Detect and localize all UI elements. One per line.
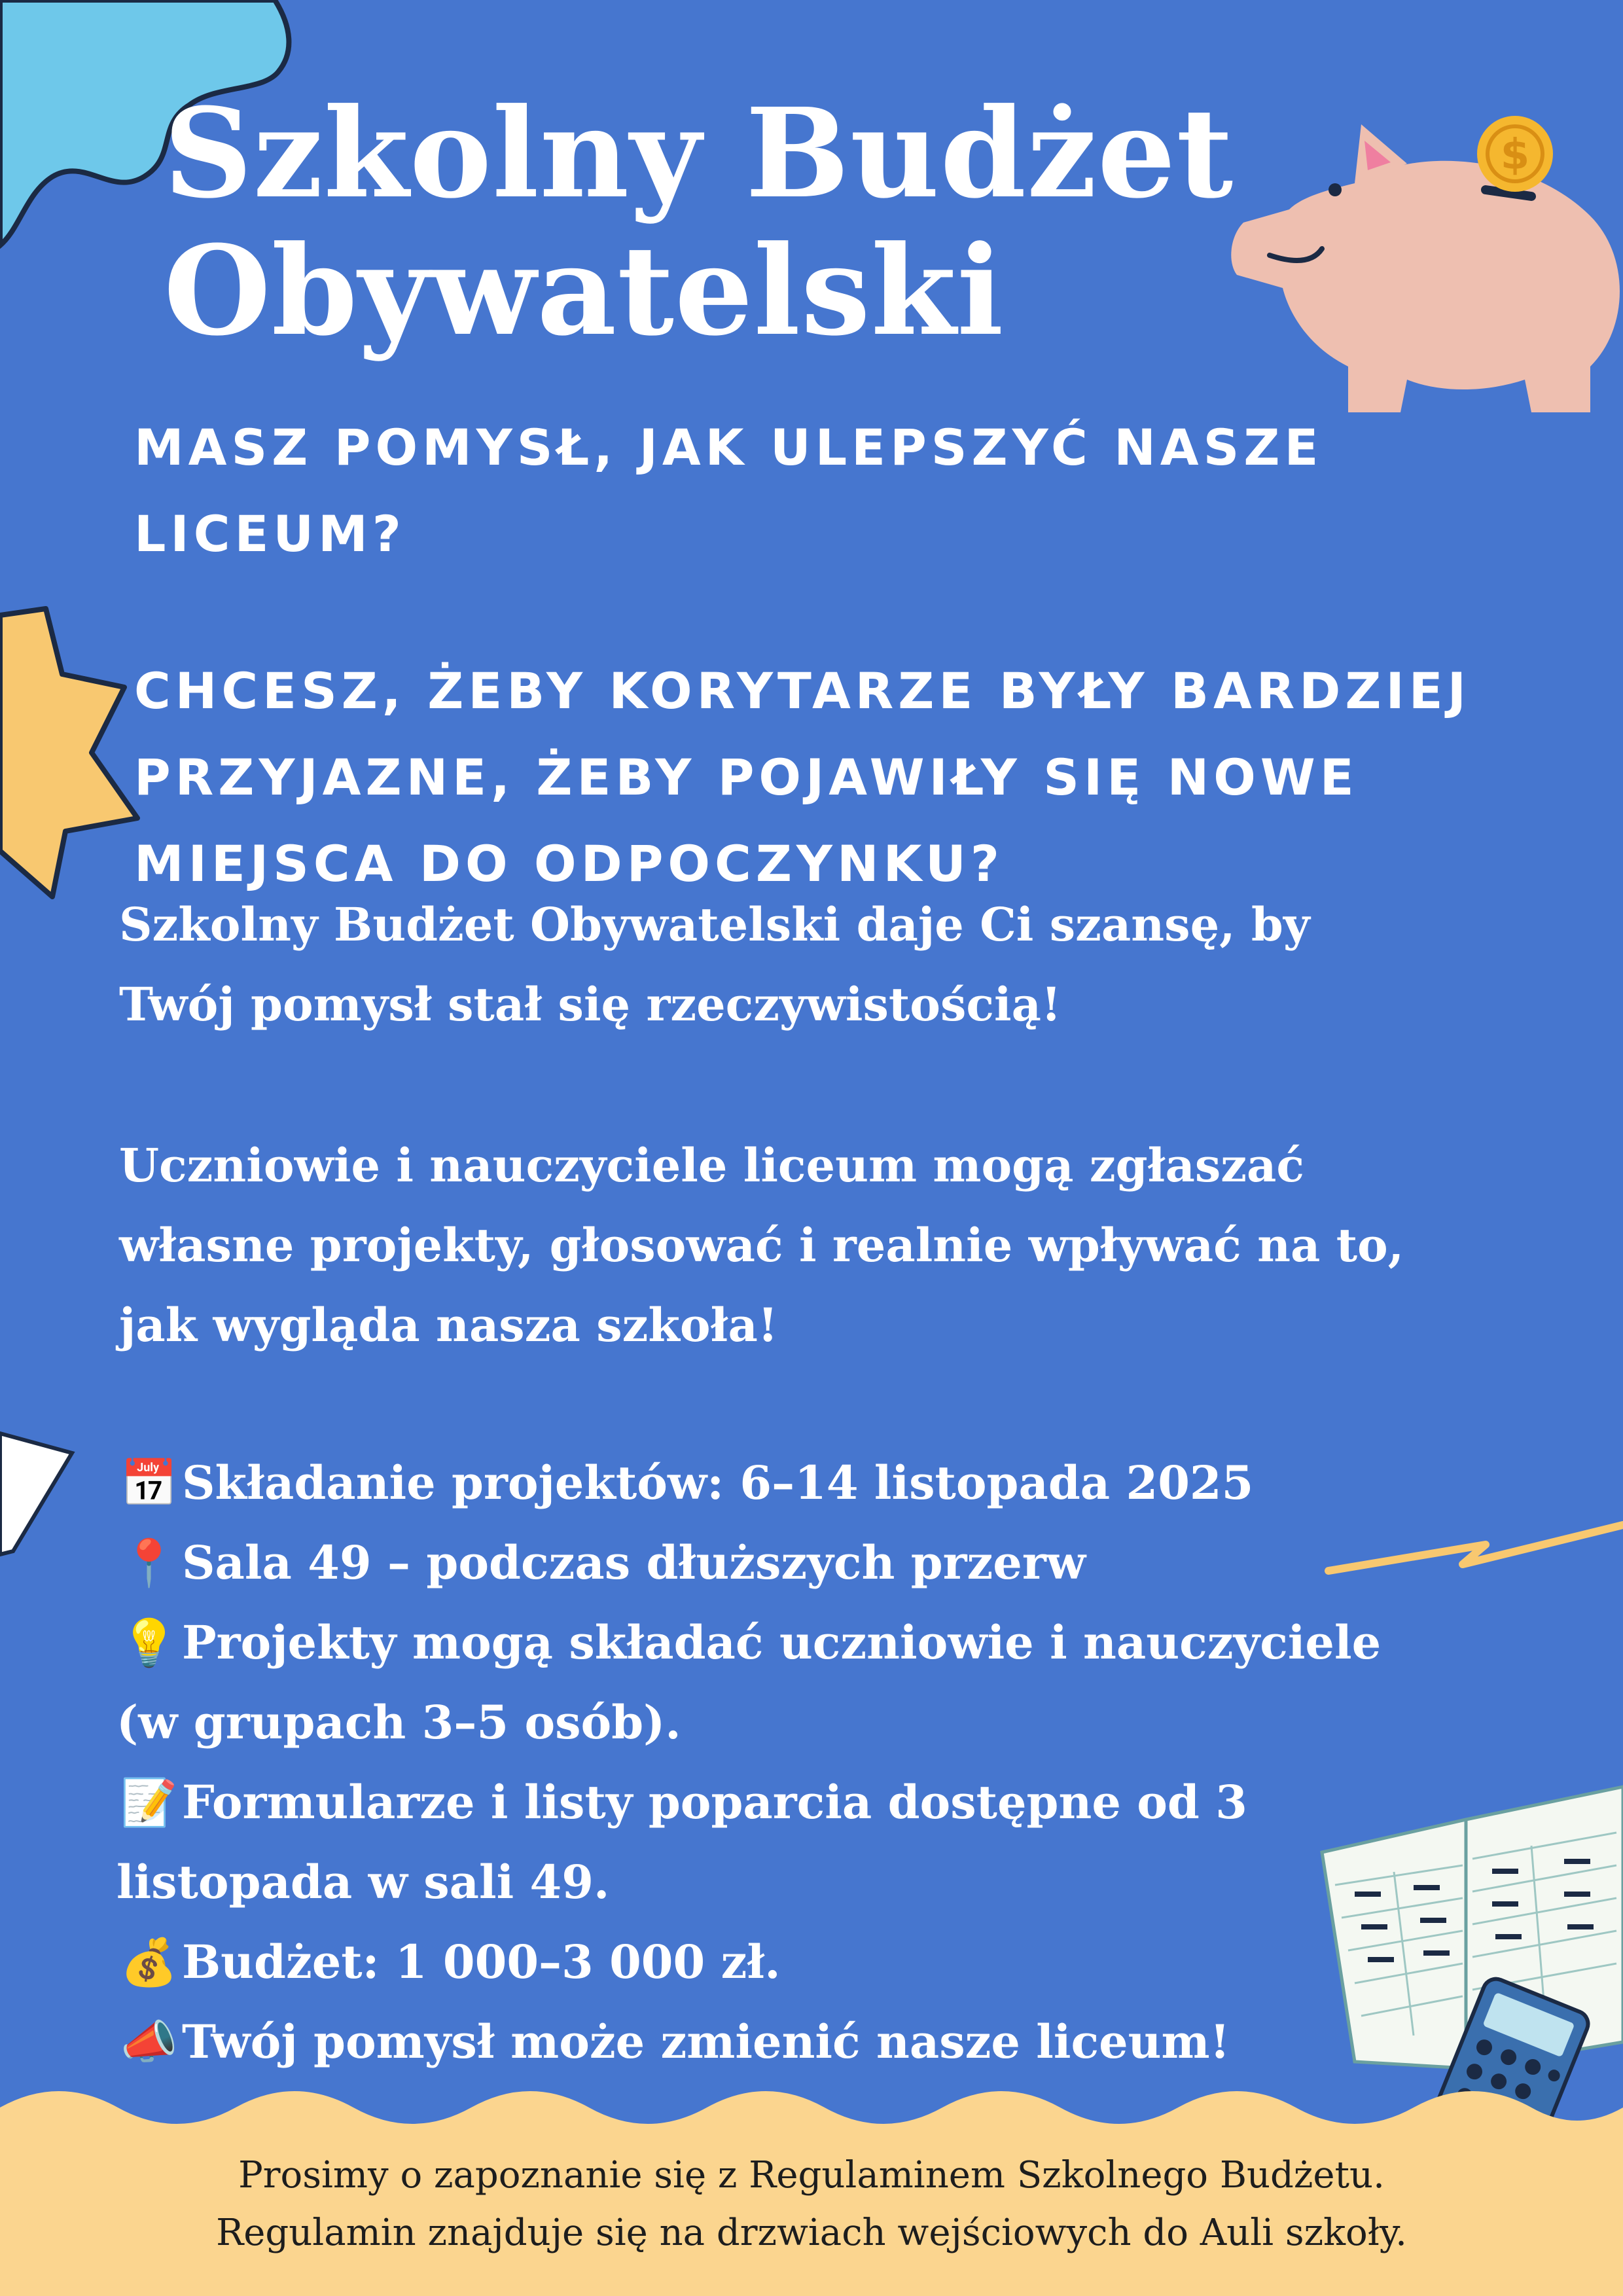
paragraph-line: jak wygląda nasza szkoła!	[119, 1298, 778, 1352]
info-text: Budżet: 1 000–3 000 zł.	[182, 1935, 781, 1989]
footer-line: Regulamin znajduje się na drzwiach wejściowych do Auli szkoły.	[216, 2212, 1407, 2254]
page-title	[164, 81, 1234, 363]
money-bag-icon: 💰	[120, 1935, 178, 1989]
coin-icon	[1472, 111, 1558, 196]
info-text: Projekty mogą składać uczniowie i nauczyciele	[182, 1615, 1382, 1670]
title-line: Szkolny Budżet	[164, 81, 1234, 226]
paragraph-line: własne projekty, głosować i realnie wpływać na to,	[119, 1218, 1404, 1272]
list-item	[116, 1683, 1381, 1763]
question-line: MASZ POMYSŁ, JAK ULEPSZYĆ NASZE	[134, 418, 1323, 476]
list-item	[116, 1922, 1381, 2002]
paper-decoration	[0, 1427, 85, 1558]
list-item	[116, 2002, 1381, 2082]
info-text: Składanie projektów: 6–14 listopada 2025	[182, 1456, 1254, 1510]
piggy-bank-icon	[1224, 105, 1623, 445]
list-item	[116, 1603, 1381, 1683]
list-item	[116, 1443, 1381, 1523]
footer-note	[0, 2147, 1623, 2262]
paragraph-line: Uczniowie i nauczyciele liceum mogą zgłaszać	[119, 1138, 1304, 1193]
intro-paragraph	[119, 885, 1310, 1045]
list-item	[116, 1523, 1381, 1603]
list-item	[116, 1842, 1381, 1922]
question-line: PRZYJAZNE, ŻEBY POJAWIŁY SIĘ NOWE	[134, 748, 1359, 806]
paragraph-line: Twój pomysł stał się rzeczywistością!	[119, 977, 1061, 1031]
pin-icon: 📍	[120, 1535, 178, 1590]
info-text: (w grupach 3–5 osób).	[116, 1695, 681, 1749]
lightbulb-icon: 💡	[120, 1615, 178, 1670]
question-line: LICEUM?	[134, 505, 406, 563]
info-text: Sala 49 – podczas dłuższych przerw	[182, 1535, 1086, 1590]
megaphone-icon: 📣	[120, 2015, 178, 2069]
info-text: Twój pomysł może zmienić nasze liceum!	[182, 2015, 1230, 2069]
paragraph-line: Szkolny Budżet Obywatelski daje Ci szansę, by	[119, 897, 1310, 952]
list-item	[116, 1763, 1381, 1842]
memo-icon: 📝	[120, 1775, 178, 1829]
info-list	[116, 1443, 1381, 2082]
info-text: Formularze i listy poparcia dostępne od 3	[182, 1775, 1247, 1829]
title-line: Obywatelski	[164, 219, 1005, 363]
star-decoration	[0, 602, 144, 903]
calendar-icon: 📅	[120, 1456, 178, 1510]
description-paragraph	[119, 1126, 1404, 1365]
svg-text:$: $	[1500, 131, 1530, 179]
question-line: CHCESZ, ŻEBY KORYTARZE BYŁY BARDZIEJ	[134, 662, 1471, 720]
question-block	[134, 648, 1471, 907]
question-line: MIEJSCA DO ODPOCZYNKU?	[134, 834, 1004, 893]
footer-line: Prosimy o zapoznanie się z Regulaminem Szkolnego Budżetu.	[238, 2154, 1385, 2197]
info-text: listopada w sali 49.	[116, 1855, 610, 1909]
question-block	[134, 404, 1323, 577]
